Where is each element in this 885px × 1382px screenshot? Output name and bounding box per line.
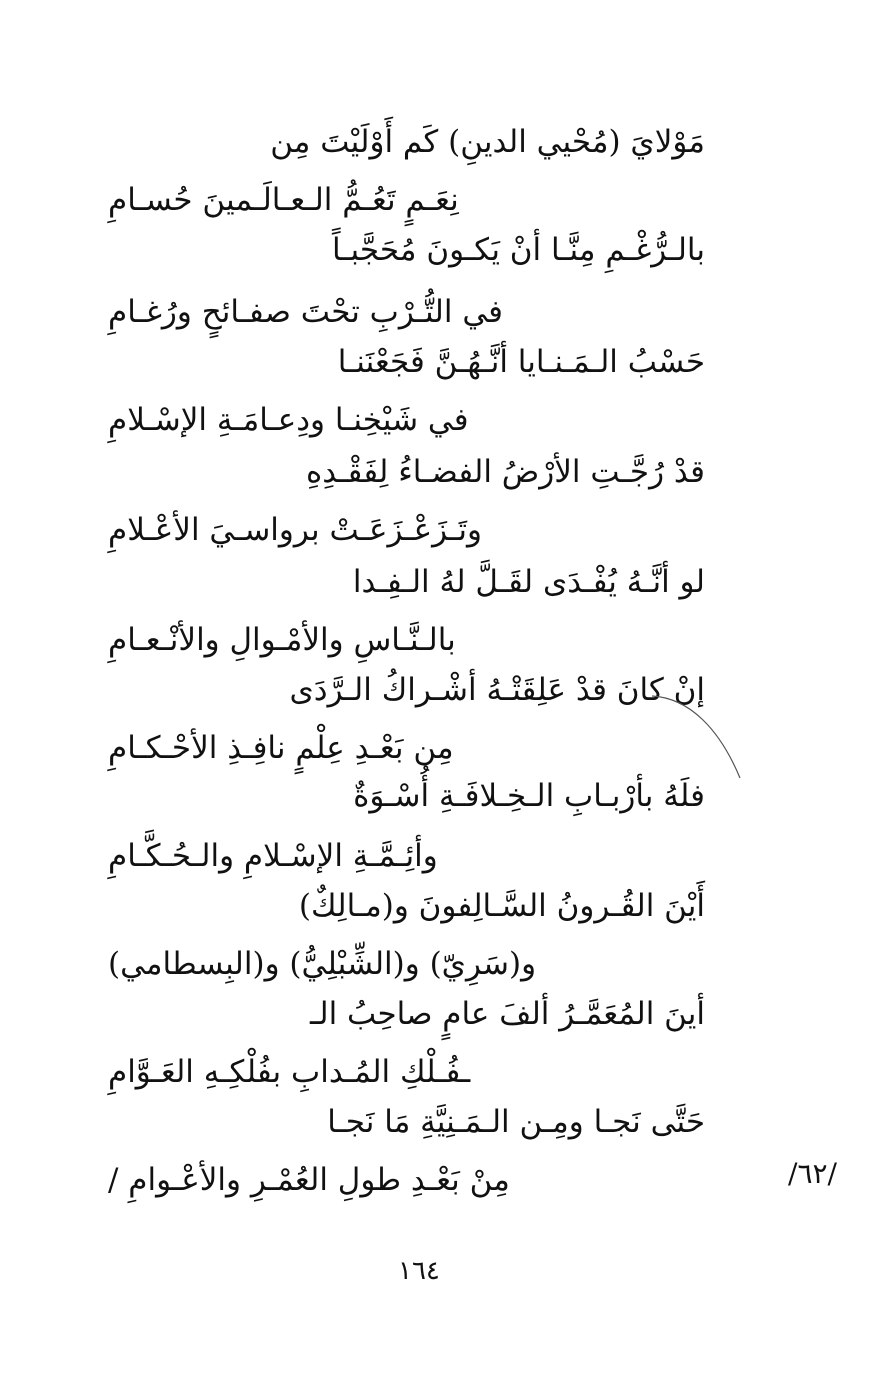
page-number: ١٦٤	[398, 1256, 440, 1286]
verse-line-6: في شَيْخِنـا ودِعـامَـةِ الإسْـلامِ	[108, 402, 469, 438]
verse-line-13: فلَهُ بأرْبـابِ الـخِـلافَـةِ أُسْـوَةٌ	[353, 778, 705, 814]
verse-line-2: نِعَـمٍ تَعُـمُّ الـعـالَـمينَ حُسـامِ	[108, 182, 459, 218]
verse-line-3: بالـرُّغْـمِ مِنَّـا أنْ يَكـونَ مُحَجَّبـاً	[331, 232, 705, 268]
verse-line-18: ـفُـلْكِ المُـدابِ بفُلْكِـهِ العَـوَّامِ	[108, 1054, 471, 1090]
verse-line-9: لو أنَّـهُ يُفْـدَى لقَـلَّ لهُ الـفِـدا	[352, 564, 705, 600]
verse-line-5: حَسْبُ الـمَـنـايا أنَّـهُـنَّ فَجَعْنَنـا	[337, 344, 705, 380]
verse-line-15: أَيْنَ القُـرونُ السَّـالِفونَ و(مـالِكٌ)	[298, 888, 705, 924]
verse-line-4: في التُّـرْبِ تحْتَ صفـائحٍ ورُغـامِ	[108, 294, 503, 330]
manuscript-folio-marker: /٦٢/	[788, 1157, 837, 1190]
verse-line-12: مِن بَعْـدِ عِلْمٍ نافِـذِ الأحْـكـامِ	[108, 730, 454, 766]
verse-line-14: وأئِـمَّـةِ الإسْـلامِ والـحُـكَّـامِ	[108, 838, 438, 874]
verse-line-8: وتَـزَعْـزَعَـتْ برواسـيَ الأعْـلامِ	[108, 512, 482, 548]
verse-line-7: قدْ رُجَّـتِ الأرْضُ الفضـاءُ لِفَقْـدِهِ	[305, 454, 705, 490]
verse-line-1: مَوْلايَ (مُحْيي الدينِ) كَم أَوْلَيْتَ مِن	[270, 124, 705, 160]
verse-line-11: إنْ كانَ قدْ عَلِقَتْـهُ أشْـراكُ الـرَّدَى	[289, 672, 705, 708]
verse-line-20: مِنْ بَعْـدِ طولِ العُمْـرِ والأعْـوامِ /	[108, 1162, 510, 1198]
verse-line-17: أينَ المُعَمَّـرُ ألفَ عامٍ صاحِبُ الـ	[310, 996, 705, 1032]
verse-line-10: بالـنَّـاسِ والأمْـوالِ والأنْـعـامِ	[108, 622, 456, 658]
verse-line-19: حَتَّى نَجـا ومِـن الـمَـنِيَّةِ مَا نَجـا	[327, 1104, 705, 1140]
verse-line-16: و(سَرِيّ) و(الشِّبْلِيُّ) و(البِسطامي)	[108, 946, 537, 982]
handwritten-curve-mark	[650, 690, 745, 785]
